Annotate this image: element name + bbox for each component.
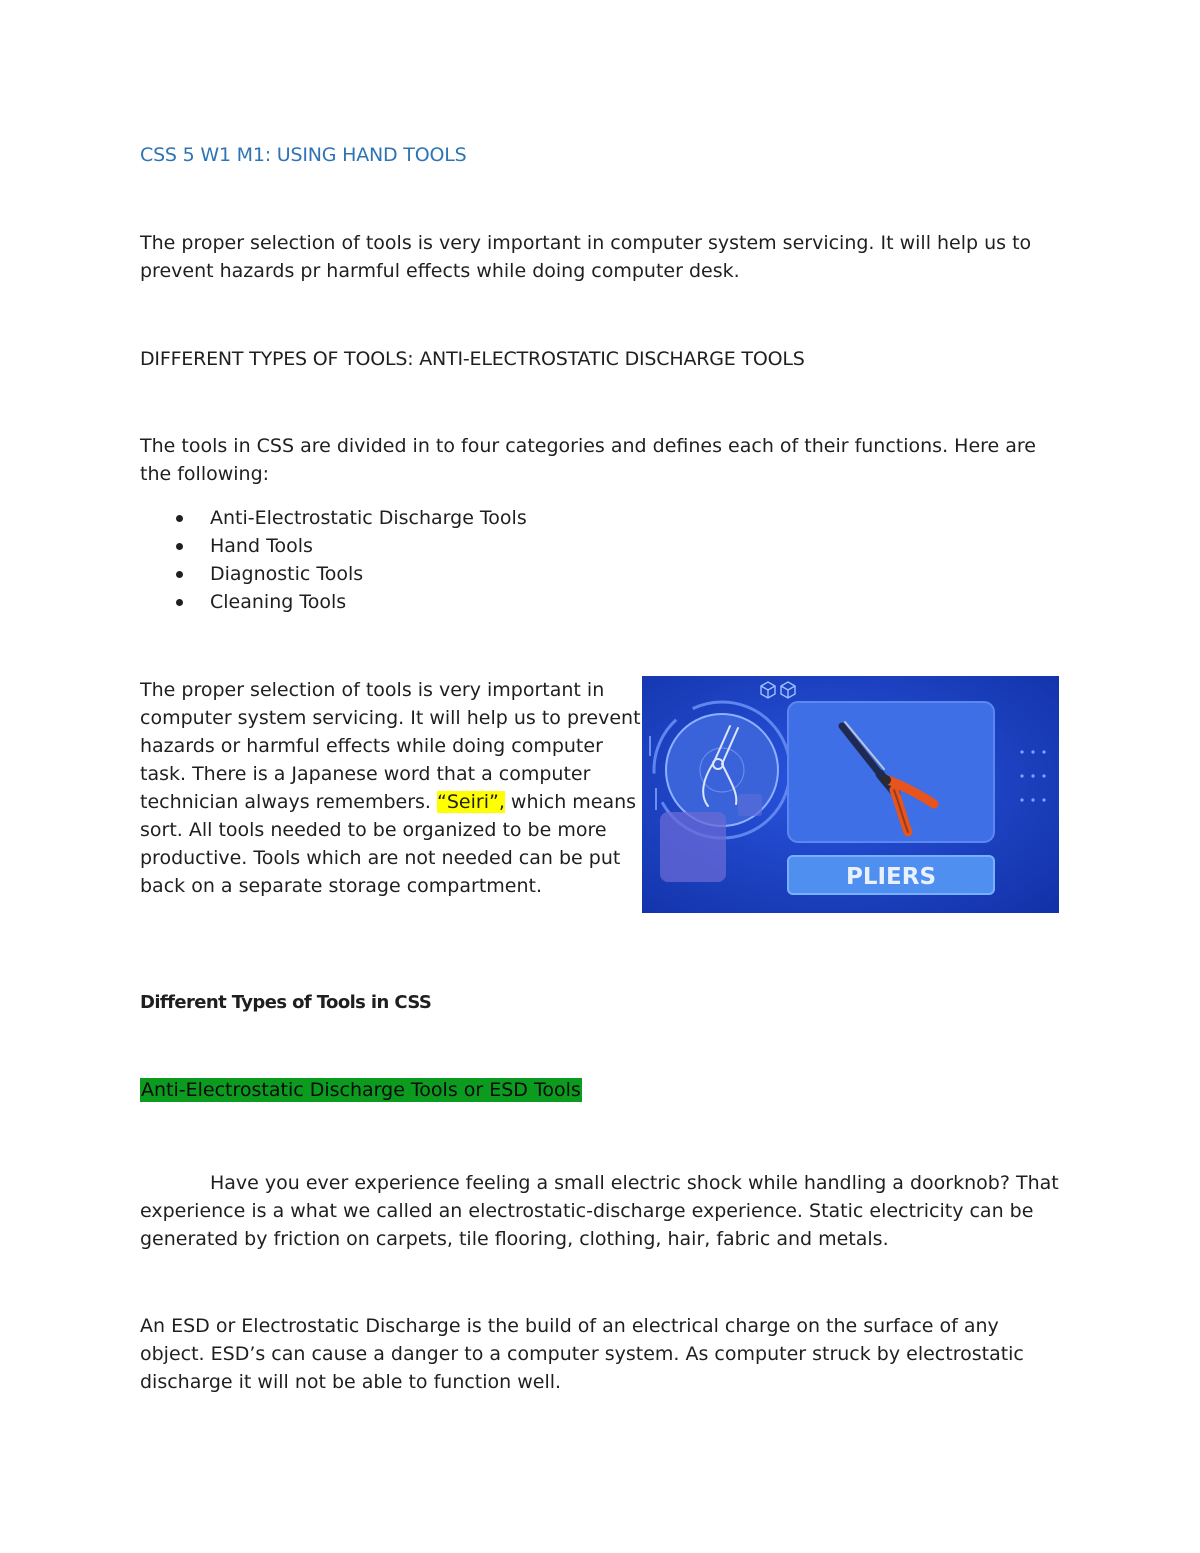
list-item-label: Anti-Electrostatic Discharge Tools: [210, 507, 527, 529]
decorative-square: [660, 812, 726, 882]
esd-paragraph-1: [140, 1169, 1065, 1253]
list-item-label: Cleaning Tools: [210, 591, 347, 613]
list-item: [140, 504, 527, 532]
list-item: [140, 560, 527, 588]
pliers-illustration: [642, 676, 1059, 913]
bullet-icon: [176, 515, 183, 522]
pliers-label: PLIERS: [845, 864, 937, 890]
pliers-illustration-svg: [642, 676, 1059, 913]
esd-heading-highlight: Anti-Electrostatic Discharge Tools or ESD Tools: [141, 1079, 581, 1101]
categories-intro-paragraph: The tools in CSS are divided in to four categories and defines each of their functions. Here are the following:: [140, 435, 1036, 485]
list-item-label: Hand Tools: [210, 535, 313, 557]
esd-paragraph-1-text: Have you ever experience feeling a small electric shock while handling a doorknob? That experience is a what we called an electrostatic-discharge experience. Static electricity can be generated by friction on carpets, tile flooring, clothing, hair, fabric and metals.: [140, 1172, 1059, 1250]
tool-panel: [788, 702, 994, 842]
types-heading: DIFFERENT TYPES OF TOOLS: ANTI-ELECTROSTATIC DISCHARGE TOOLS: [140, 348, 805, 370]
decorative-square: [738, 794, 762, 816]
bullet-icon: [176, 571, 183, 578]
esd-paragraph-2: An ESD or Electrostatic Discharge is the build of an electrical charge on the surface of any object. ESD’s can cause a danger to a computer system. As computer struck by electrostatic discharge it will not be able to function well.: [140, 1315, 1024, 1393]
intro-paragraph: The proper selection of tools is very important in computer system servicing. It will help us to prevent hazards pr harmful effects while doing computer desk.: [140, 232, 1032, 282]
seiri-highlight: “Seiri”,: [437, 791, 505, 813]
esd-heading: [140, 1076, 582, 1104]
seiri-text-before: The proper selection of tools is very important in computer system servicing. It will help us to prevent hazards or harmful effects while doing computer task. There is a Japanese word that a computer technician always remembers.: [140, 679, 641, 813]
categories-list: [140, 504, 527, 616]
document-title: CSS 5 W1 M1: USING HAND TOOLS: [140, 144, 467, 166]
seiri-text-after: which means sort. All tools needed to be organized to be more productive. Tools which are not needed can be put back on a separate storage compartment.: [140, 791, 637, 897]
bullet-icon: [176, 599, 183, 606]
bullet-icon: [176, 543, 183, 550]
seiri-paragraph: [140, 676, 645, 900]
list-item: [140, 588, 527, 616]
section-heading: Different Types of Tools in CSS: [140, 992, 432, 1013]
list-item: [140, 532, 527, 560]
list-item-label: Diagnostic Tools: [210, 563, 364, 585]
